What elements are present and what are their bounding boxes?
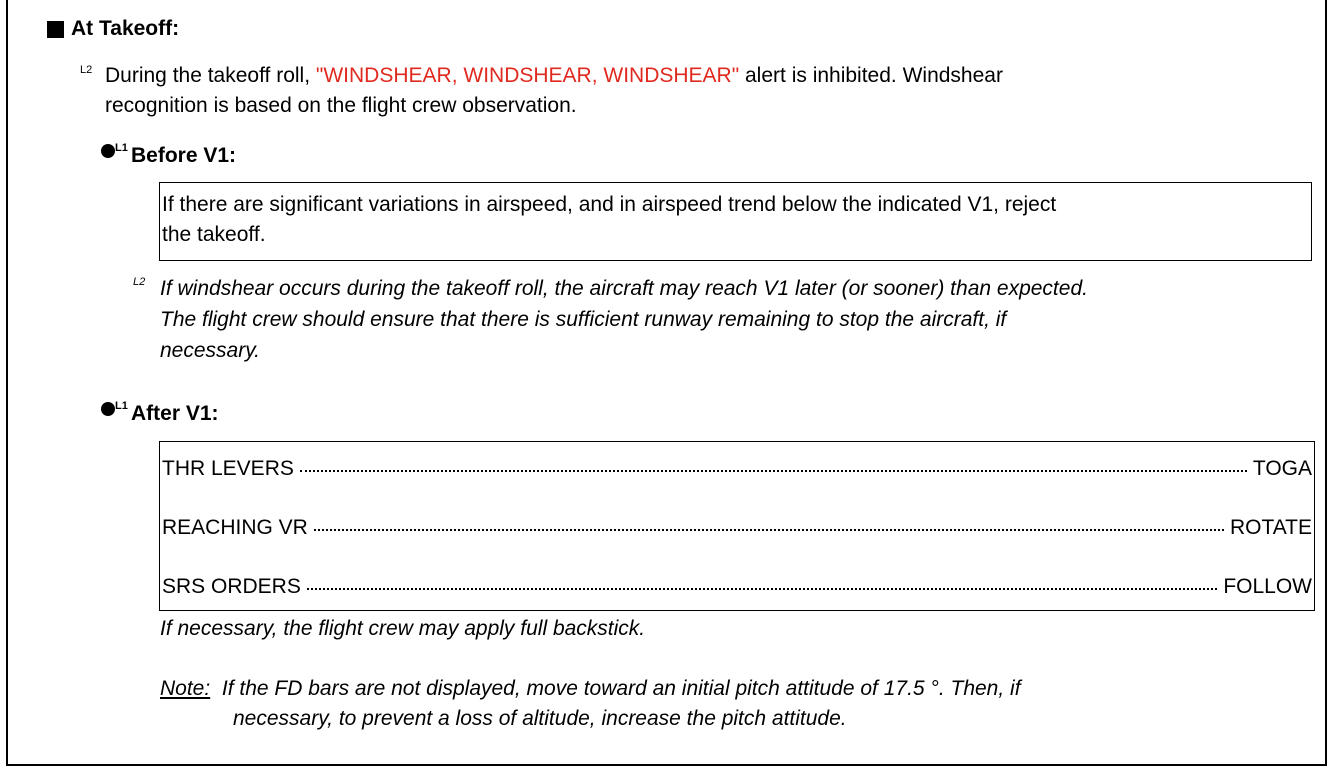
note-text: If the FD bars are not displayed, move toward an initial pitch attitude of 17.5 °. Then, if [221, 677, 1021, 700]
before-v1-action-box [159, 182, 1312, 261]
before-v1-action-line-1: If there are significant variations in airspeed, and in airspeed trend below the indicated V1, reject [162, 193, 1057, 216]
bullet-icon [101, 402, 115, 416]
level-tag: L2 [80, 64, 93, 76]
windshear-alert-text: "WINDSHEAR, WINDSHEAR, WINDSHEAR" [315, 64, 740, 87]
after-v1-note-line-2: necessary, to prevent a loss of altitude, increase the pitch attitude. [233, 707, 847, 730]
dotted-leader [307, 588, 1217, 590]
checklist-row [160, 575, 1314, 605]
level-tag: L1 [115, 400, 128, 412]
dotted-leader [314, 529, 1224, 531]
intro-line-2: recognition is based on the flight crew observation. [105, 94, 577, 117]
after-v1-note-line-1 [160, 674, 1021, 704]
checklist-item-label: REACHING VR [162, 516, 308, 539]
intro-text-pre: During the takeoff roll, [105, 64, 316, 87]
checklist-item-value: FOLLOW [1223, 575, 1312, 598]
dotted-leader [300, 470, 1247, 472]
level-tag: L2 [133, 276, 146, 288]
bullet-icon [101, 144, 115, 158]
before-v1-note-line-1: If windshear occurs during the takeoff roll, the aircraft may reach V1 later (or sooner) than expected. [160, 277, 1088, 300]
note-label: Note: [160, 677, 211, 700]
before-v1-title: Before V1: [131, 144, 237, 167]
checklist-item-value: ROTATE [1229, 516, 1312, 539]
intro-text-post: alert is inhibited. Windshear [739, 64, 1003, 87]
intro-line-1 [105, 61, 1003, 91]
before-v1-note-line-2: The flight crew should ensure that there is sufficient runway remaining to stop the aircraft, if [160, 308, 1007, 331]
section-square-icon [47, 21, 64, 38]
checklist-item-value: TOGA [1252, 457, 1312, 480]
before-v1-action-line-2: the takeoff. [162, 223, 266, 246]
checklist-item-label: THR LEVERS [162, 457, 294, 480]
checklist-row [160, 516, 1314, 546]
before-v1-note-line-3: necessary. [160, 339, 260, 362]
after-v1-remark: If necessary, the flight crew may apply full backstick. [160, 617, 646, 640]
section-title: At Takeoff: [71, 17, 180, 40]
checklist-item-label: SRS ORDERS [162, 575, 301, 598]
after-v1-title: After V1: [131, 402, 219, 425]
checklist-row [160, 457, 1314, 487]
level-tag: L1 [115, 142, 128, 154]
after-v1-checklist-box [159, 441, 1315, 611]
